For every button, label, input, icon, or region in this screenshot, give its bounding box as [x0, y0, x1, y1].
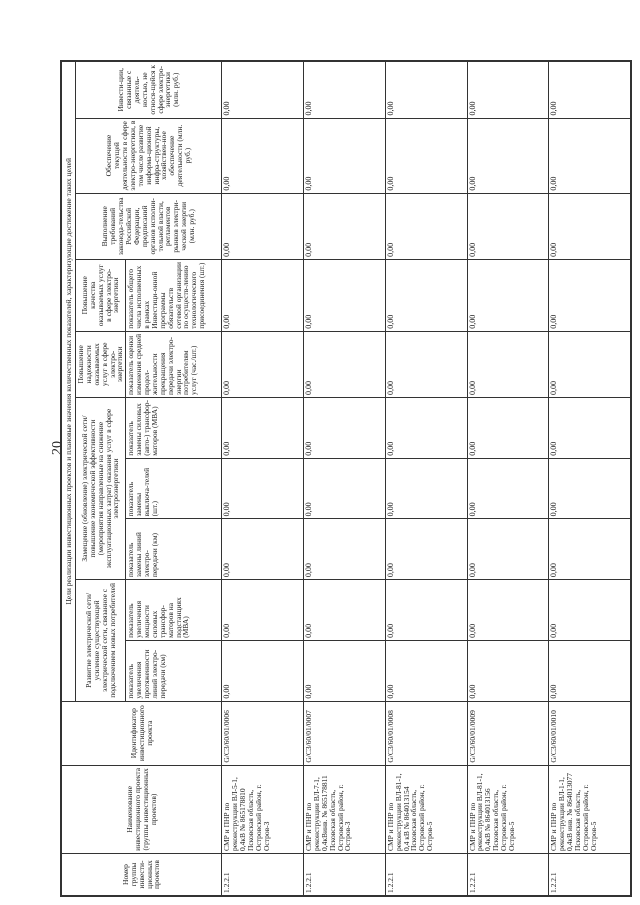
- cell-value: 0,00: [549, 397, 631, 458]
- cell-group: 1.2.2.1: [304, 854, 386, 896]
- cell-project-name: СМР и ПНР по реконструкции ВЛ-81-1, 0,4 кВ № 864013154 Псковская область, Островский район, г. Остров-5: [385, 765, 467, 853]
- header-quality: Повышение качества оказываемых услуг в сфере электро-энергетики: [76, 259, 126, 331]
- rotated-table-container: [61, 61, 631, 896]
- cell-value: 0,00: [467, 580, 549, 641]
- table-row: [467, 62, 549, 896]
- table-row: [549, 62, 631, 896]
- cell-group: 1.2.2.1: [222, 854, 304, 896]
- cell-group: 1.2.2.1: [385, 854, 467, 896]
- cell-value: 0,00: [385, 640, 467, 701]
- cell-value: 0,00: [304, 397, 386, 458]
- cell-value: 0,00: [385, 397, 467, 458]
- cell-value: 0,00: [467, 519, 549, 580]
- subheader-connection-obligations: показатель общего числа исполненных в рамках Инвестици-онной программы обязательств сетевой организации по осуществ-лению технологического присоединения (шт.): [126, 259, 222, 331]
- cell-value: 0,00: [385, 331, 467, 397]
- cell-value: 0,00: [304, 193, 386, 259]
- cell-value: 0,00: [304, 519, 386, 580]
- header-current-activity: Обеспечение текущей деятельности в сфере электро-энергетики, в том числе развитие информа-ционной инфра-структуры, хозяйствен-ное обеспечение деятельности (млн. руб.): [76, 118, 222, 193]
- cell-value: 0,00: [467, 193, 549, 259]
- cell-value: 0,00: [222, 519, 304, 580]
- cell-value: 0,00: [385, 193, 467, 259]
- table-frame: [60, 60, 632, 897]
- cell-value: 0,00: [549, 259, 631, 331]
- cell-group: 1.2.2.1: [549, 854, 631, 896]
- cell-value: 0,00: [304, 331, 386, 397]
- subheader-outage-duration: показатель оценки изменения средней продол-жительности прекращения передачи электро-энергии потребителям услуг (час./шт.): [126, 331, 222, 397]
- subheader-transformer-capacity-increase: показатель увеличения мощности силовых трансфор-маторов на подстанциях (МВА): [126, 580, 222, 641]
- cell-value: 0,00: [222, 640, 304, 701]
- cell-value: 0,00: [549, 62, 631, 119]
- cell-value: 0,00: [222, 397, 304, 458]
- cell-value: 0,00: [467, 259, 549, 331]
- header-development: Развитие электрической сети/усиление существующей электрической сети, связанное с подключением новых потребителей: [76, 580, 126, 701]
- cell-value: 0,00: [304, 62, 386, 119]
- cell-value: 0,00: [385, 458, 467, 519]
- cell-value: 0,00: [304, 259, 386, 331]
- table-row: [385, 62, 467, 896]
- cell-value: 0,00: [222, 331, 304, 397]
- header-legal-requirements: Выполнение требований законода-тельства Российской Федерации, предписаний органов исполни-тельной власти, регламентов рынков электри-ческой энергии (млн. руб.): [76, 193, 222, 259]
- cell-value: 0,00: [304, 580, 386, 641]
- cell-project-id: G/С3/60/01/0006: [222, 701, 304, 765]
- subheader-line-length-increase: показатель увеличения протяженности линий электро-передачи (км): [126, 640, 222, 701]
- cell-project-name: СМР и ПНР по реконструкции ВЛ-81-1, 0,4кВ № 864013156 Псковская область, Островский район, г. Остров-5: [467, 765, 549, 853]
- cell-value: 0,00: [467, 118, 549, 193]
- cell-value: 0,00: [222, 259, 304, 331]
- cell-value: 0,00: [467, 458, 549, 519]
- subheader-line-replacement: показатель замены линий электро-передачи (км): [126, 519, 222, 580]
- cell-value: 0,00: [467, 62, 549, 119]
- cell-value: 0,00: [385, 519, 467, 580]
- cell-project-id: G/С3/60/01/0010: [549, 701, 631, 765]
- cell-value: 0,00: [222, 118, 304, 193]
- investment-table: [61, 61, 631, 896]
- subheader-transformer-replacement: показатель замены силовых (авто-) трансфор-маторов (МВА): [126, 397, 222, 458]
- cell-value: 0,00: [549, 331, 631, 397]
- cell-value: 0,00: [385, 118, 467, 193]
- cell-project-id: G/С3/60/01/0007: [304, 701, 386, 765]
- cell-value: 0,00: [549, 193, 631, 259]
- cell-value: 0,00: [304, 640, 386, 701]
- cell-project-id: G/С3/60/01/0008: [385, 701, 467, 765]
- subheader-switch-replacement: показатель замены выключа-телей (шт.): [126, 458, 222, 519]
- page-number: 20: [50, 441, 65, 455]
- cell-group: 1.2.2.1: [467, 854, 549, 896]
- cell-project-id: G/С3/60/01/0009: [467, 701, 549, 765]
- cell-value: 0,00: [385, 580, 467, 641]
- cell-value: 0,00: [467, 331, 549, 397]
- cell-value: 0,00: [385, 62, 467, 119]
- cell-value: 0,00: [304, 118, 386, 193]
- cell-value: 0,00: [385, 259, 467, 331]
- table-row: [222, 62, 304, 896]
- cell-value: 0,00: [222, 62, 304, 119]
- cell-value: 0,00: [304, 458, 386, 519]
- cell-project-name: СМР и ПНР по реконструкции ВЛ-5-1, 0,4кВ № 865178810 Псковская область, Островский район, г. Остров-3: [222, 765, 304, 853]
- header-group-number: Номер группы инвести-ционных проектов: [62, 854, 222, 896]
- cell-project-name: СМР и ПНР по реконструкции ВЛ-7-1, 0,4кВинв. № 865178811 Псковская область, Островский район, г. Остров-3: [304, 765, 386, 853]
- cell-project-name: СМР и ПНР по реконструкции ВЛ-1-1, 0,4кВ инв. № 864013077 Псковская область, Островский район, г. Остров-5: [549, 765, 631, 853]
- cell-value: 0,00: [222, 580, 304, 641]
- header-reliability: Повышение надежности оказываемых услуг в сфере электро-энергетики: [76, 331, 126, 397]
- cell-value: 0,00: [549, 118, 631, 193]
- cell-value: 0,00: [549, 580, 631, 641]
- table-row: [304, 62, 386, 896]
- cell-value: 0,00: [467, 397, 549, 458]
- cell-value: 0,00: [549, 640, 631, 701]
- cell-value: 0,00: [549, 519, 631, 580]
- header-other-investments: Инвести-ции, связанные с деятель-ностью, не относя-щейся к сфере электро-энергетики (млн. руб.): [76, 62, 222, 119]
- header-goals: Цели реализации инвестиционных проектов и плановые значения количественных показателей, характеризующие достижение таких целей: [62, 62, 76, 702]
- cell-value: 0,00: [222, 458, 304, 519]
- cell-value: 0,00: [222, 193, 304, 259]
- header-project-name: Наименование инвестиционного проекта (группы инвестиционных проектов): [62, 765, 222, 853]
- cell-value: 0,00: [467, 640, 549, 701]
- header-replacement: Замещение (обновление) электрической сети/повышение экономической эффективности (мероприятия направленные на снижение эксплуатационных затрат) оказания услуг в сфере электроэнергетики: [76, 397, 126, 579]
- cell-value: 0,00: [549, 458, 631, 519]
- header-project-id: Идентификатор инвестиционного проекта: [62, 701, 222, 765]
